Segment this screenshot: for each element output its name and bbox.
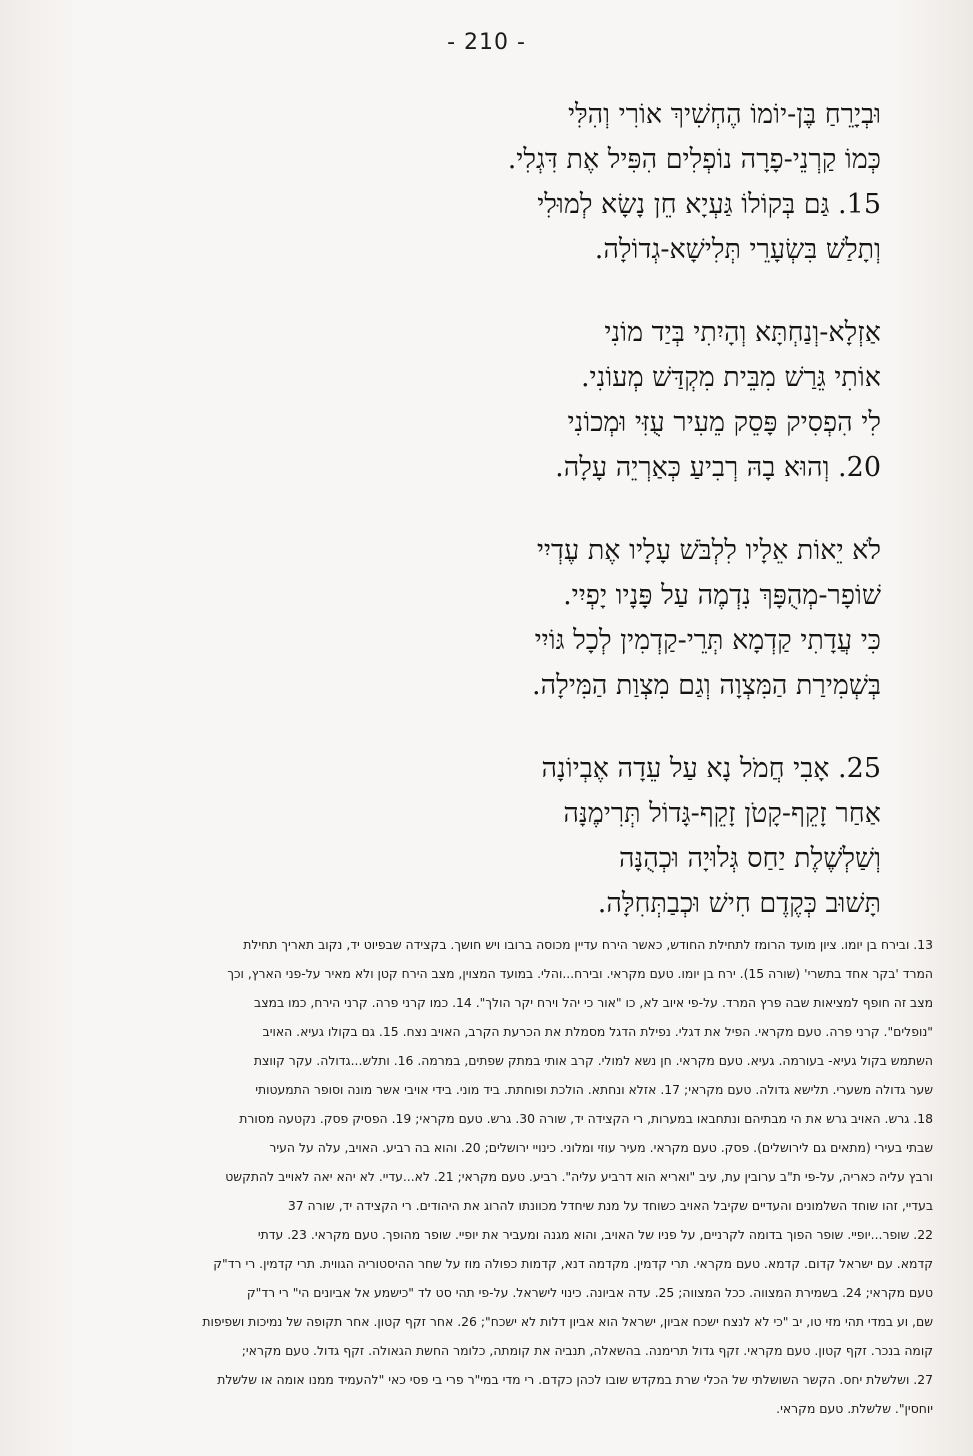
footnote-line: שבתי בעירי (מתאים גם לירושלים). פסק. טעם מקראי. מעיר עוזי ומלוני. כינויי ירושלים; 20. והוא בה רביע. האויב, עלה על העיר [269,1140,933,1155]
poem-line: כִּי עֲדָתִי קַדְמָא תְּרֵי-קַדְמִין לְכָל גּוֹיִי [534,625,881,656]
poem-line: אַזְלָא-וְנַחְתָּא וְהָיִתִי בְּיַד מוֹנִי [604,317,881,348]
footnote-line: השתמש בקול געיא- בעורמה. געיא. טעם מקראי. חן נשא למולי. קרב אותי במתק שפתים, במרמה. 16. ותלש...גדולה. עקר קווצת [253,1053,933,1068]
stanza-3 [361,528,881,708]
poem-line: תָּשׁוּב כְּקֶדֶם חִישׁ וּכְבַתְּחִלָּה. [597,888,881,919]
poem-line: אַחַר זָקֵף-קָטֹן זָקֵף-גָּדוֹל תְּרִימֶנָּה [563,798,881,829]
stanza-1 [361,92,881,272]
poem-line: 20. וְהוּא בָהּ רְבִיעַ כְּאַרְיֵה עָלָה. [555,452,881,483]
footnote-line: "נופלים". קרני פרה. טעם מקראי. הפיל את דגלי. נפילת הדגל מסמלת את הכרעת הקרב, האויב נצח. 15. גם בקולו געיא. האויב [262,1024,933,1039]
poem-line: לֹא יֵאוֹת אֵלָיו לִלְבֹּשׁ עָלָיו אֶת עֶדְיִי [536,535,881,566]
poem-line: שׁוֹפָר-מְהֻפָּךְ נִדְמֶה עַל פָּנָיו יָפְיִי. [563,580,881,611]
footnotes [32,930,933,1423]
footnote-line: קדמא. עם ישראל קדום. קדמא. טעם מקראי. תרי קדמין. מקדמה דנא, קדמות כפולה מוז על שחר ההיסטוריה הגווית. תרי קדמין. רי רד"ק [213,1256,933,1271]
footnote-line: טעם מקראי; 24. בשמירת המצווה. ככל המצווה; 25. עדה אביונה. כינוי לישראל. על-פי תהי סט לד "כישמע אל אביונים הי" רי רד"ק [246,1285,933,1300]
footnote-line: יוחסין". שלשלת. טעם מקראי. [776,1401,933,1416]
footnote-line: שער גדולה משערי. תלישא גדולה. טעם מקראי; 17. אזלא ונחתא. הולכת ופוחתת. ביד מוני. בידי אויבי אשר מונה וסופר התמעטותי [255,1082,933,1097]
poem-line: כְּמוֹ קַרְנֵי-פָרָה נוֹפְלִים הִפִּיל אֶת דִּגְלִי. [507,144,881,175]
stanza-2 [361,310,881,490]
poem [361,92,881,964]
poem-line: 25. אָבִי חֲמֹל נָא עַל עֵדָה אֶבְיוֹנָה [541,753,881,784]
footnote-line: בעדיי, זהו שוחד השלמונים והעדיים שקיבל האויב כשוחד על מנת שיחדל מכוונתו להרוג את היהודים. רי הקצידה יד, שורה 37 [287,1198,933,1213]
poem-line: בְּשְׁמִירַת הַמִּצְוָה וְגַם מִצְוַת הַמִּילָה. [532,670,881,701]
footnote-line: ורבץ עליה כאריה, על-פי ת"ב ערובין עת, עיב "ואריא הוא דרביע עליה". רביע. טעם מקראי; 21. לא...עדיי. לא יהא יאה לאוייב להתקשט [225,1169,933,1184]
poem-line: וְתָלַשׁ בִּשְׂעָרֵי תְּלִישָׁא-גְדוֹלָה. [594,234,881,265]
footnote-line: 27. ושלשלת יחס. הקשר השושלתי של הכלי שרת במקדש שובו לכהן כקדם. רי מדי במי"ר פרי בי פסי כאי "להעמיד ממנו אומה או שלשלת [217,1372,933,1387]
poem-line: וְשַׁלְשֶׁלֶת יַחַס גְּלוּיָה וּכְהֻנָּה [618,843,881,874]
stanza-4 [361,746,881,926]
footnote-line: שם, וע במדי תהי מזי טו, יב "כי לא לנצח ישכח אביון, ישראל הוא אביון דלות לא ישכח"; 26. אחר זקף קטון. אחר תקופה של נמיכות ושפיפות [202,1314,933,1329]
page-number: - 210 - [447,30,526,55]
footnote-line: מצב זה חופף למציאות שבה פרץ המרד. על-פי איוב לא, כו "אור כי יהל וירח יקר הולך". 14. כמו קרני פרה. קרני הירח, כמו במצב [254,995,933,1010]
footnote-line: 18. גרש. האויב גרש את הי מבתיהם ונתחבאו במערות, רי הקצידה יד, שורה 30. גרש. טעם מקראי; 19. הפסיק פסק. נקטעה מסורת [239,1111,933,1126]
poem-line: 15. גַּם בְּקוֹלוֹ גַּעְיָא חֵן נָשָׂא לְמוּלִי [537,189,881,220]
poem-line: לִי הִפְסִיק פָּסֵק מֵעִיר עֻזִּי וּמְכוֹנִי [567,407,881,438]
footnote-line: 13. ובירח בן יומו. ציון מועד הרומז לתחילת החודש, כאשר הירח עדיין מכוסה ברובו ויש חושך. בקצידה שבפיוט יד, נקוב תאריך תחילת [243,937,933,952]
footnote-line: 22. שופר...יופיי. שופר הפוך בדומה לקרניים, על פניו של האויב, והוא מגנה ומעביר את יופיי. שופר מהופך. טעם מקראי. 23. עדתי [257,1227,933,1242]
poem-line: אוֹתִי גֵּרַשׁ מִבֵּית מִקְדַּשׁ מְעוֹנִי. [580,362,881,393]
footnote-line: קומה בנכר. זקף קטון. טעם מקראי. זקף גדול תרימנה. בהשאלה, תנביה את קומתה, כלומר החשת הגאולה. זקף גדול. טעם מקראי; [241,1343,933,1358]
poem-line: וּבְיָרֵחַ בֶּן-יוֹמוֹ הֶחְשִׁיךְ אוֹרִי וְהִלִּי [567,99,881,130]
footnote-line: המרד 'בקר אחד בתשרי' (שורה 15). ירח בן יומו. טעם מקראי. ובירח...והלי. במועד המצוין, מצב הירח קטן ולא מאיר על-פני הארץ, וכך [227,966,933,981]
